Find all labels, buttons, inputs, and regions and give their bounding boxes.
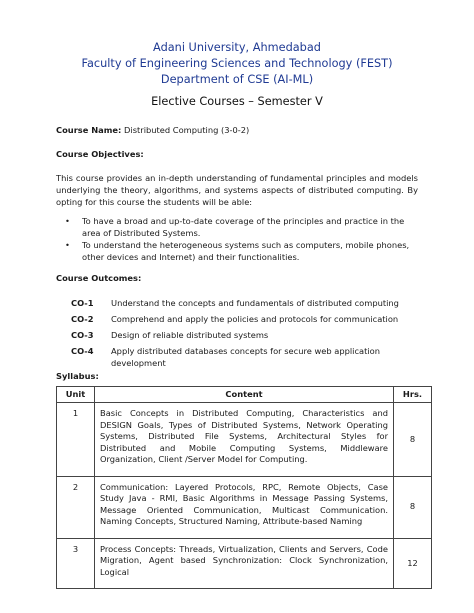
outcome-code: CO-1 — [71, 298, 94, 308]
document-subtitle: Elective Courses – Semester V — [151, 95, 323, 108]
outcome-code: CO-4 — [71, 346, 94, 356]
content-cell: Communication: Layered Protocols, RPC, Remote Objects, Case Study Java - RMI, Basic Algorithms in Message Passing Systems, Message Oriented Communication, Multicast Communication. Naming Concepts, Structured Naming, Attribute-based Naming — [95, 476, 394, 538]
objectives-intro: This course provides an in-depth understanding of fundamental principles and models underlying the theory, algorithms, and systems aspects of distributed computing. By opting for this course the students will be able: — [56, 173, 418, 207]
outcome-text: Comprehend and apply the policies and protocols for communication — [111, 314, 399, 324]
course-name-label: Course Name: — [56, 125, 122, 135]
bullet-icon: • — [65, 216, 70, 226]
faculty-name: Faculty of Engineering Sciences and Technology (FEST) — [81, 57, 393, 70]
objective-text: To have a broad and up-to-date coverage of the principles and practice in the area of Distributed Systems. — [82, 216, 405, 238]
bullet-icon: • — [65, 240, 70, 250]
objectives-list — [56, 216, 418, 264]
column-header-unit: Unit — [57, 387, 95, 403]
list-item — [56, 216, 418, 239]
hours-cell: 8 — [394, 403, 432, 477]
course-name-line — [56, 124, 249, 136]
department-name: Department of CSE (AI-ML) — [160, 73, 314, 86]
list-item — [56, 240, 418, 263]
syllabus-table — [56, 386, 432, 589]
outcome-code: CO-3 — [71, 330, 94, 340]
unit-cell: 1 — [57, 403, 95, 477]
syllabus-heading: Syllabus: — [56, 371, 99, 381]
content-cell: Process Concepts: Threads, Virtualization, Clients and Servers, Code Migration, Agent based Synchronization: Clock Synchronization, Logical — [95, 538, 394, 589]
objectives-heading: Course Objectives: — [56, 149, 144, 159]
content-cell: Basic Concepts in Distributed Computing, Characteristics and DESIGN Goals, Types of Distributed Systems, Network Operating Systems, Distributed File Systems, Architectural Styles for Distributed and Mobile Computing Systems, Middleware Organization, Client /Server Model for Computing. — [95, 403, 394, 477]
document-header — [0, 40, 474, 88]
column-header-hrs: Hrs. — [394, 387, 432, 403]
table-row — [57, 476, 432, 538]
column-header-content: Content — [95, 387, 394, 403]
hours-cell: 8 — [394, 476, 432, 538]
table-row — [57, 403, 432, 477]
table-row — [57, 538, 432, 589]
outcome-code: CO-2 — [71, 314, 94, 324]
hours-cell: 12 — [394, 538, 432, 589]
outcome-text: Apply distributed databases concepts for secure web application development — [111, 346, 381, 368]
table-header-row — [57, 387, 432, 403]
unit-cell: 2 — [57, 476, 95, 538]
outcome-text: Design of reliable distributed systems — [111, 330, 269, 340]
outcomes-heading: Course Outcomes: — [56, 273, 142, 283]
university-name: Adani University, Ahmedabad — [153, 41, 321, 54]
course-name-value: Distributed Computing (3-0-2) — [121, 125, 250, 135]
outcome-text: Understand the concepts and fundamentals of distributed computing — [111, 298, 399, 308]
unit-cell: 3 — [57, 538, 95, 589]
objective-text: To understand the heterogeneous systems such as computers, mobile phones, other devices and Internet) and their functionalities. — [82, 240, 410, 262]
